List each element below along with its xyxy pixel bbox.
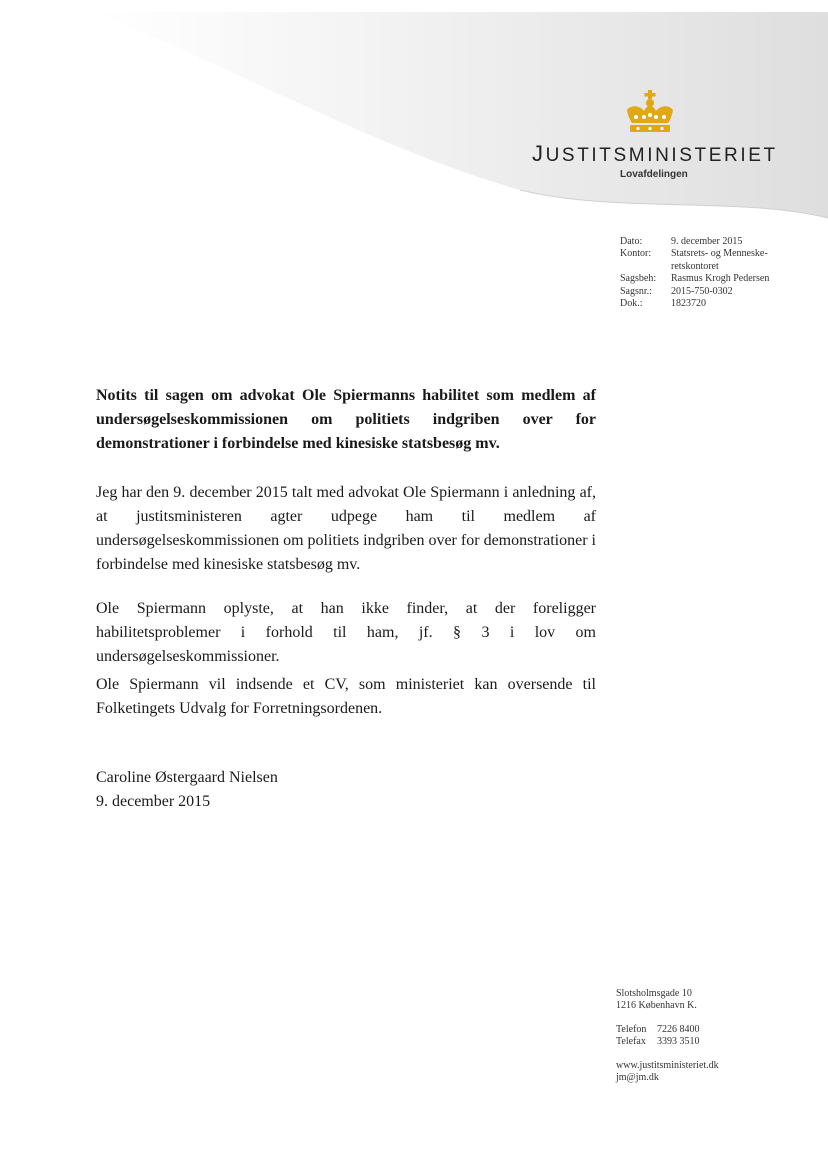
- meta-label: Dato:: [620, 236, 643, 247]
- body-paragraph: Ole Spiermann oplyste, at han ikke finder, at der foreligger habilitetsproblemer i forhold til ham, jf. § 3 i lov om undersøgelseskommissioner.: [96, 600, 596, 665]
- fax-row: [616, 1036, 719, 1048]
- signature-date: 9. december 2015: [96, 793, 211, 810]
- letterhead-swoosh: [0, 0, 828, 230]
- royal-crown-icon: [622, 90, 678, 134]
- meta-value: 1823720: [671, 298, 706, 310]
- meta-row-case-number: [620, 286, 791, 298]
- footer-contact: [616, 988, 719, 1084]
- document-metadata: [620, 236, 791, 310]
- meta-value: Rasmus Krogh Pedersen: [671, 273, 770, 285]
- phone-block: [616, 1024, 719, 1049]
- meta-row-caseworker: [620, 273, 791, 285]
- web-block: [616, 1060, 719, 1085]
- meta-value: retskontoret: [671, 260, 719, 272]
- address-block: [616, 988, 719, 1013]
- meta-row-document-number: [620, 298, 791, 310]
- phone-row: [616, 1024, 719, 1036]
- email-link[interactable]: jm@jm.dk: [616, 1072, 659, 1084]
- meta-row-date: [620, 236, 791, 248]
- meta-row-office: [620, 248, 791, 260]
- fax-label: Telefax: [616, 1036, 646, 1048]
- meta-label: Dok.:: [620, 298, 643, 310]
- meta-row-office-cont: [620, 261, 791, 273]
- meta-label: Kontor:: [620, 248, 652, 260]
- fax-number: 3393 3510: [657, 1036, 700, 1048]
- body-paragraph: Ole Spiermann vil indsende et CV, som ministeriet kan oversende til Folketingets Udvalg for Forretningsordenen.: [96, 676, 596, 717]
- memo-title: Notits til sagen om advokat Ole Spiermanns habilitet som medlem af undersøgelseskommissionen om politiets indgriben over for demonstrationer i forbindelse med kinesiske statsbesøg mv.: [96, 387, 596, 452]
- meta-value: 2015-750-0302: [671, 285, 733, 297]
- ministry-wordmark: JUSTITSMINISTERIET: [532, 141, 778, 166]
- meta-label: [620, 261, 671, 273]
- meta-value: 9. december 2015: [671, 236, 743, 247]
- signature-block: [96, 766, 278, 814]
- postal-city: 1216 København K.: [616, 1000, 697, 1012]
- website-link[interactable]: www.justitsministeriet.dk: [616, 1059, 719, 1071]
- department-name: Lovafdelingen: [620, 169, 688, 180]
- body-paragraph: Jeg har den 9. december 2015 talt med advokat Ole Spiermann i anledning af, at justitsministeren agter udpege ham til medlem af undersøgelseskommissionen om politiets indgriben over for demonstrationer i forbindelse med kinesiske statsbesøg mv.: [96, 484, 596, 573]
- street-address: Slotsholmsgade 10: [616, 988, 692, 999]
- phone-label: Telefon: [616, 1023, 647, 1035]
- meta-label: Sagsbeh:: [620, 273, 657, 285]
- meta-label: Sagsnr.:: [620, 285, 652, 297]
- signatory-name: Caroline Østergaard Nielsen: [96, 769, 278, 786]
- meta-value: Statsrets- og Menneske-: [671, 248, 768, 260]
- phone-number: 7226 8400: [657, 1023, 700, 1035]
